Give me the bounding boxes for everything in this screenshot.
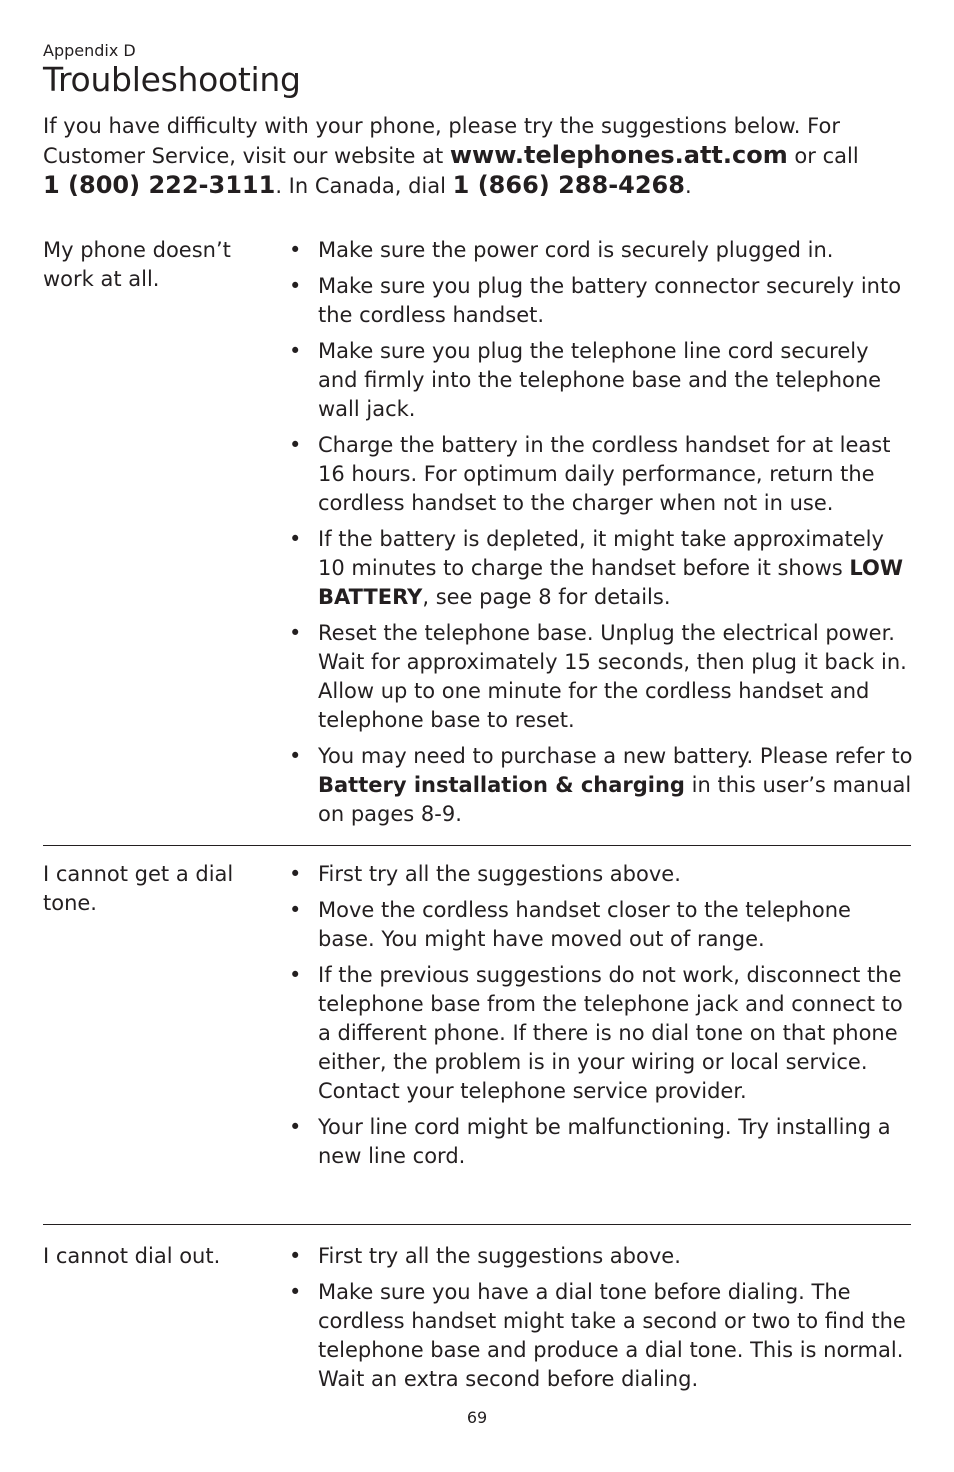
phone-canada: 1 (866) 288-4268: [452, 171, 685, 199]
low-battery-term: LOW BATTERY: [318, 556, 904, 609]
solution-text: Make sure you plug the telephone line cord securely and firmly into the telephone base and the telephone wall jack.: [318, 339, 882, 421]
solution-text: You may need to purchase a new battery. Please refer to: [318, 744, 913, 768]
list-item: [289, 1113, 914, 1171]
solution-text: First try all the suggestions above.: [318, 862, 681, 886]
problem-label: My phone doesn’t work at all.: [43, 238, 231, 291]
solution-text: If the previous suggestions do not work, disconnect the telephone base from the telephone jack and connect to a different phone. If there is no dial tone on that phone either, the problem is in your wiring or local service. Contact your telephone service provider.: [318, 963, 903, 1103]
bullet-icon: •: [289, 744, 302, 768]
section-divider: [43, 1224, 911, 1225]
phone-us: 1 (800) 222-3111: [43, 171, 276, 199]
list-item: [289, 961, 914, 1106]
problem-label: I cannot dial out.: [43, 1244, 221, 1268]
intro-paragraph: [43, 112, 913, 201]
solution-list: [289, 236, 914, 836]
list-item: [289, 525, 914, 612]
list-item: [289, 272, 914, 330]
problem-label: I cannot get a dial tone.: [43, 862, 234, 915]
bullet-icon: •: [289, 433, 302, 457]
bullet-icon: •: [289, 621, 302, 645]
list-item: [289, 742, 914, 829]
solution-text: in this user’s manual on pages 8-9.: [318, 773, 912, 826]
list-item: [289, 1242, 914, 1271]
bullet-icon: •: [289, 1244, 302, 1268]
list-item: [289, 431, 914, 518]
solution-text: , see page 8 for details.: [422, 585, 671, 609]
list-item: [289, 896, 914, 954]
bullet-icon: •: [289, 274, 302, 298]
bullet-icon: •: [289, 238, 302, 262]
bullet-icon: •: [289, 963, 302, 987]
solution-text: First try all the suggestions above.: [318, 1244, 681, 1268]
page-number: 69: [466, 1408, 488, 1427]
solution-text: Reset the telephone base. Unplug the electrical power. Wait for approximately 15 seconds, then plug it back in. Allow up to one minute for the cordless handset and telephone base to reset.: [318, 621, 907, 732]
solution-text: Make sure you plug the battery connector securely into the cordless handset.: [318, 274, 902, 327]
intro-text: .: [684, 174, 692, 198]
bullet-icon: •: [289, 862, 302, 886]
bullet-icon: •: [289, 898, 302, 922]
section-divider: [43, 845, 911, 846]
solution-text: Charge the battery in the cordless handset for at least 16 hours. For optimum daily performance, return the cordless handset to the charger when not in use.: [318, 433, 891, 515]
list-item: [289, 860, 914, 889]
appendix-label: Appendix D: [43, 41, 136, 60]
solution-text: Your line cord might be malfunctioning. Try installing a new line cord.: [318, 1115, 891, 1168]
solution-text: If the battery is depleted, it might take approximately 10 minutes to charge the handset before it shows: [318, 527, 884, 580]
solution-text: Make sure the power cord is securely plugged in.: [318, 238, 834, 262]
solution-list: [289, 860, 914, 1178]
bullet-icon: •: [289, 339, 302, 363]
solution-list: [289, 1242, 914, 1401]
intro-text: If you have difficulty with your phone, please try the suggestions below. For Customer Service, visit our website at: [43, 114, 840, 168]
bullet-icon: •: [289, 1115, 302, 1139]
bullet-icon: •: [289, 1280, 302, 1304]
list-item: [289, 619, 914, 735]
bullet-icon: •: [289, 527, 302, 551]
list-item: [289, 236, 914, 265]
intro-text: or call: [787, 144, 859, 168]
website-link[interactable]: www.telephones.att.com: [449, 141, 788, 169]
battery-section-reference: Battery installation & charging: [318, 773, 685, 797]
solution-text: Move the cordless handset closer to the telephone base. You might have moved out of range.: [318, 898, 851, 951]
list-item: [289, 337, 914, 424]
intro-text: . In Canada, dial: [275, 174, 453, 198]
solution-text: Make sure you have a dial tone before dialing. The cordless handset might take a second or two to find the telephone base and produce a dial tone. This is normal. Wait an extra second before dialing.: [318, 1280, 906, 1391]
page-title: Troubleshooting: [43, 60, 301, 99]
list-item: [289, 1278, 914, 1394]
